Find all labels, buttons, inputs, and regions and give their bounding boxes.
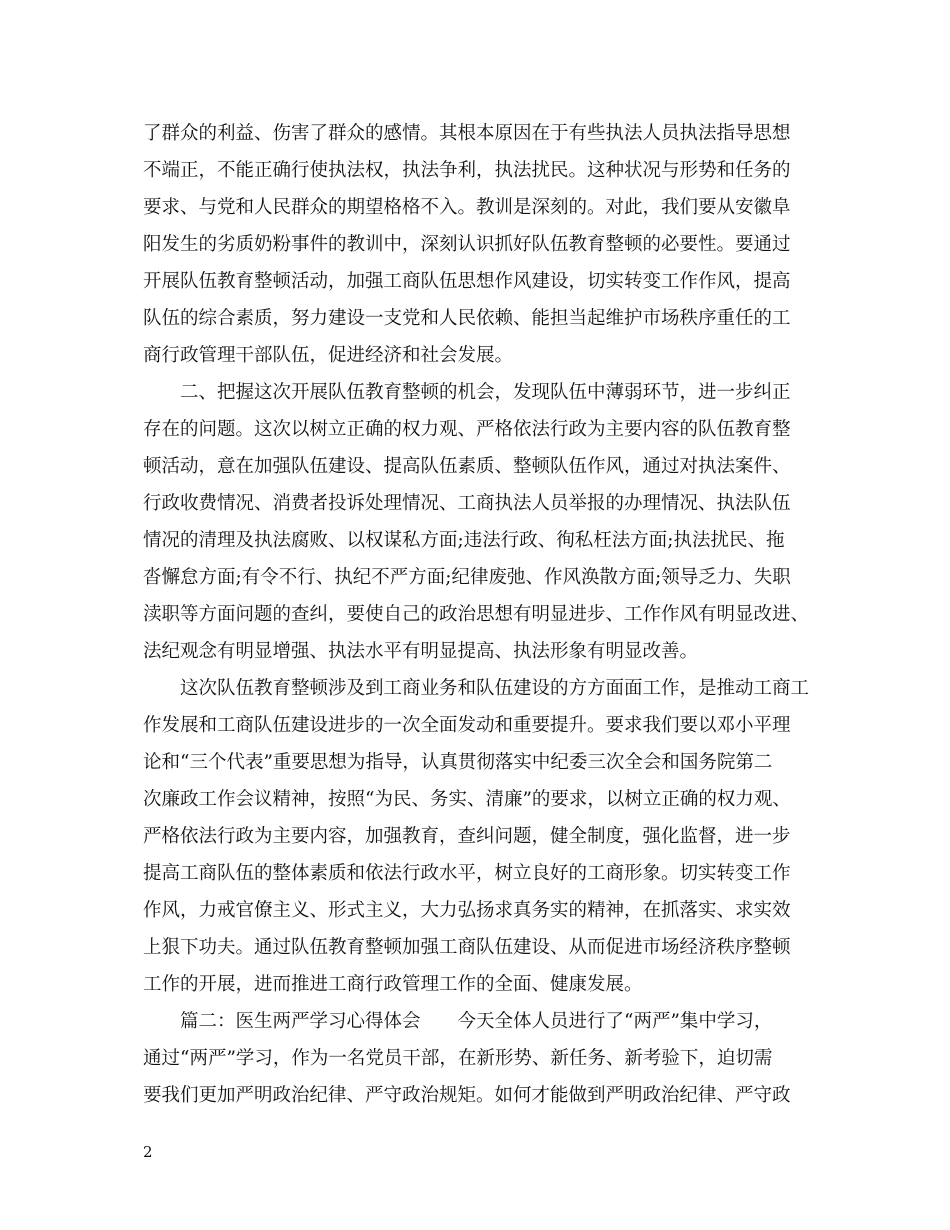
text-line: 法纪观念有明显增强、执法水平有明显提高、执法形象有明显改善。 <box>143 641 699 662</box>
text-line: 二、把握这次开展队伍教育整顿的机会，发现队伍中薄弱环节，进一步纠正 <box>180 382 791 403</box>
text-line: 情况的清理及执法腐败、以权谋私方面;违法行政、徇私枉法方面;执法扰民、拖 <box>143 530 785 551</box>
document-body <box>143 115 813 1114</box>
text-line: 论和“三个代表”重要思想为指导，认真贯彻落实中纪委三次全会和国务院第二 <box>143 752 773 773</box>
text-line: 次廉政工作会议精神，按照“为民、务实、清廉”的要求，以树立正确的权力观、 <box>143 789 791 810</box>
text-line: 存在的问题。这次以树立正确的权力观、严格依法行政为主要内容的队伍教育整 <box>143 419 791 440</box>
text-line: 篇二：医生两严学习心得体会 今天全体人员进行了“两严”集中学习， <box>180 1011 773 1032</box>
text-line: 阳发生的劣质奶粉事件的教训中，深刻认识抓好队伍教育整顿的必要性。要通过 <box>143 234 791 255</box>
text-line: 严格依法行政为主要内容，加强教育，查纠问题，健全制度，强化监督，进一步 <box>143 826 791 847</box>
text-line: 通过“两严”学习，作为一名党员干部，在新形势、新任务、新考验下，迫切需 <box>143 1048 773 1069</box>
text-line: 顿活动，意在加强队伍建设、提高队伍素质、整顿队伍作风，通过对执法案件、 <box>143 456 791 477</box>
text-line: 作风，力戒官僚主义、形式主义，大力弘扬求真务实的精神，在抓落实、求实效 <box>143 900 791 921</box>
text-line: 渎职等方面问题的查纠，要使自己的政治思想有明显进步、工作作风有明显改进、 <box>143 604 810 625</box>
page-number: 2 <box>143 1143 153 1161</box>
text-line: 商行政管理干部队伍，促进经济和社会发展。 <box>143 345 514 366</box>
text-line: 要求、与党和人民群众的期望格格不入。教训是深刻的。对此，我们要从安徽阜 <box>143 197 791 218</box>
text-line: 提高工商队伍的整体素质和依法行政水平，树立良好的工商形象。切实转变工作 <box>143 863 791 884</box>
text-line: 工作的开展，进而推进工商行政管理工作的全面、健康发展。 <box>143 974 643 995</box>
text-line: 沓懈怠方面;有令不行、执纪不严方面;纪律废弛、作风涣散方面;领导乏力、失职 <box>143 567 791 588</box>
text-line: 不端正，不能正确行使执法权，执法争利，执法扰民。这种状况与形势和任务的 <box>143 160 791 181</box>
text-line: 队伍的综合素质，努力建设一支党和人民依赖、能担当起维护市场秩序重任的工 <box>143 308 791 329</box>
text-line: 开展队伍教育整顿活动，加强工商队伍思想作风建设，切实转变工作作风，提高 <box>143 271 791 292</box>
text-line: 这次队伍教育整顿涉及到工商业务和队伍建设的方方面面工作，是推动工商工 <box>180 678 810 699</box>
text-line: 要我们更加严明政治纪律、严守政治规矩。如何才能做到严明政治纪律、严守政 <box>143 1085 791 1106</box>
text-line: 上狠下功夫。通过队伍教育整顿加强工商队伍建设、从而促进市场经济秩序整顿 <box>143 937 791 958</box>
text-line: 了群众的利益、伤害了群众的感情。其根本原因在于有些执法人员执法指导思想 <box>143 123 791 144</box>
text-line: 行政收费情况、消费者投诉处理情况、工商执法人员举报的办理情况、执法队伍 <box>143 493 791 514</box>
text-line: 作发展和工商队伍建设进步的一次全面发动和重要提升。要求我们要以邓小平理 <box>143 715 791 736</box>
